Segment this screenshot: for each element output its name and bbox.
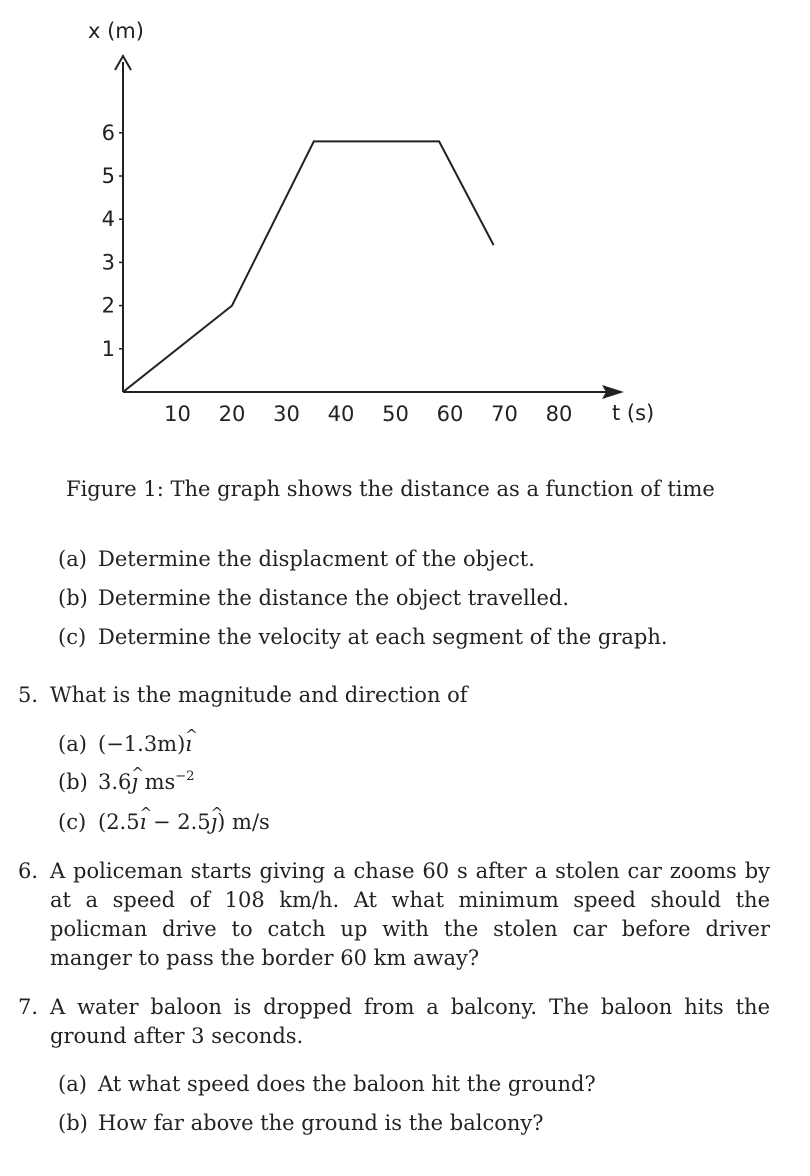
q5-text: What is the magnitude and direction of [50,683,468,707]
q6-number: 6. [18,859,39,883]
y-tick-label: 6 [101,120,115,145]
y-tick-label: 1 [101,336,115,361]
x-tick-label: 70 [491,402,518,426]
y-tick-label: 3 [101,250,115,275]
x-ticks-group [164,402,572,426]
q4-part-c: (c) Determine the velocity at each segment of the graph. [58,625,668,649]
distance-time-chart [0,0,810,450]
y-tick-label: 2 [101,293,115,318]
y-tick-label: 4 [101,207,115,232]
x-tick-label: 60 [436,402,464,426]
q5-part-c: (c) (2.5^ ı − 2.5^ ȷ) m/s [58,808,270,837]
x-tick-label: 40 [327,402,355,426]
q7-part-b: (b) How far above the ground is the balcony? [58,1111,544,1135]
q6-text: A policeman starts giving a chase 60 s after a stolen car zooms by at a speed of 108 km/h. At what minimum speed should the policman drive to catch up with the stolen car before driver manger to pass the border 60 km away? [50,859,770,970]
q7-text: A water baloon is dropped from a balcony. The baloon hits the ground after 3 seconds. [50,995,770,1048]
x-tick-label: 10 [164,402,191,426]
q5-number: 5. [18,683,39,707]
y-ticks-group [102,121,124,361]
x-tick-label: 20 [218,402,246,426]
q4-part-a: (a) Determine the displacment of the object. [58,547,535,571]
x-tick-label: 80 [545,402,573,426]
figure-caption: Figure 1: The graph shows the distance as a function of time [66,477,715,501]
x-axis-label: t (s) [612,401,655,425]
x-tick-label: 30 [273,402,300,426]
series-line [123,141,494,392]
q7-number: 7. [18,995,39,1019]
q4-part-b: (b) Determine the distance the object travelled. [58,586,570,610]
q5-part-a: (a) (−1.3m)^ ı [58,730,192,759]
x-tick-label: 50 [382,402,409,426]
y-tick-label: 5 [101,164,115,188]
y-axis-label: x (m) [88,19,144,43]
q7-part-a: (a) At what speed does the baloon hit the ground? [58,1072,596,1096]
q5-part-b: (b) 3.6^ ȷ $ms^{-2}$ [58,768,194,797]
